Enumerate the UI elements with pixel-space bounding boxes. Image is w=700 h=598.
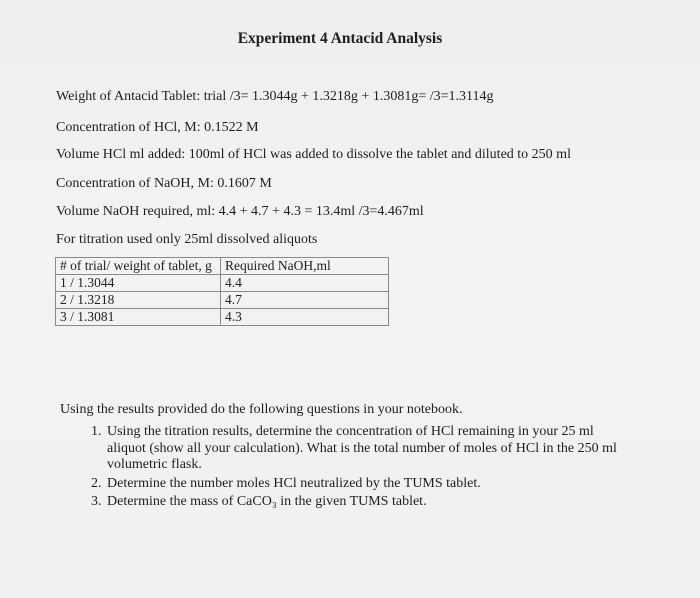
aliquot-note-line: For titration used only 25ml dissolved aliquots — [56, 232, 318, 247]
list-item: 3. Determine the mass of CaCO₃ in the given TUMS tablet. — [105, 494, 635, 511]
cell-naoh: 4.3 — [221, 309, 389, 326]
results-table — [55, 257, 389, 326]
questions-intro: Using the results provided do the following questions in your notebook. — [60, 402, 463, 417]
cell-naoh: 4.7 — [221, 292, 389, 309]
hcl-volume-line: Volume HCl ml added: 100ml of HCl was added to dissolve the tablet and diluted to 250 ml — [56, 147, 571, 162]
table-row — [56, 309, 389, 326]
document-title: Experiment 4 Antacid Analysis — [237, 30, 443, 47]
cell-trial-weight: 1 / 1.3044 — [56, 275, 221, 292]
tablet-weight-line: Weight of Antacid Tablet: trial /3= 1.3044g + 1.3218g + 1.3081g= /3=1.3114g — [56, 89, 494, 104]
table-row — [56, 292, 389, 309]
cell-naoh: 4.4 — [221, 275, 389, 292]
table-header-row — [56, 258, 389, 275]
questions-list — [85, 424, 635, 513]
naoh-concentration-line: Concentration of NaOH, M: 0.1607 M — [56, 176, 272, 191]
hcl-concentration-line: Concentration of HCl, M: 0.1522 M — [56, 120, 259, 135]
cell-trial-weight: 3 / 1.3081 — [56, 309, 221, 326]
header-required-naoh: Required NaOH,ml — [221, 258, 389, 275]
naoh-volume-line: Volume NaOH required, ml: 4.4 + 4.7 + 4.3 = 13.4ml /3=4.467ml — [56, 204, 424, 219]
table-row — [56, 275, 389, 292]
list-item: 2. Determine the number moles HCl neutralized by the TUMS tablet. — [105, 476, 635, 493]
header-trial-weight: # of trial/ weight of tablet, g — [56, 258, 221, 275]
cell-trial-weight: 2 / 1.3218 — [56, 292, 221, 309]
list-item: 1. Using the titration results, determine the concentration of HCl remaining in your 25 ml aliquot (show all your calculation). What is the total number of moles of HCl in the 250 ml volumetric flask. — [105, 424, 635, 474]
